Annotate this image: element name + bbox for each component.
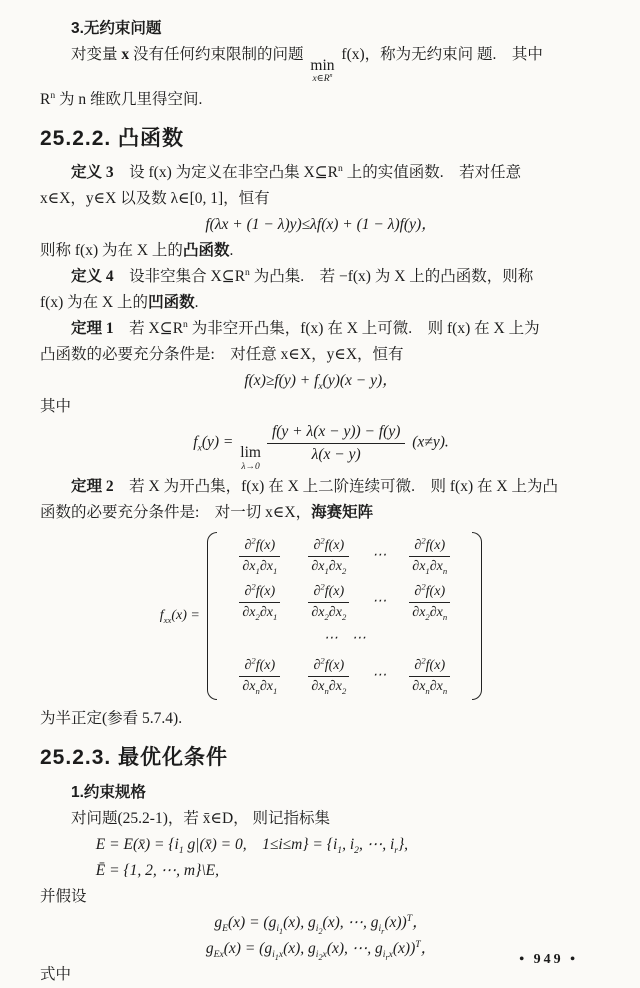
- theorem-2-line-1: 定理 2 若 X 为开凸集，f(x) 在 X 上二阶连续可微. 则 f(x) 在 X 上为凸: [71, 478, 558, 496]
- page-number: • 949 •: [519, 952, 578, 967]
- intro-paragraph-line-1: 对变量 x 没有任何约束限制的问题 min $x\in R^n$ f(x)，称为无约束问 题. 其中: [71, 46, 543, 85]
- directional-derivative-limit-formula: $f_x(y)$ = lim λ→0 $\frac{f(y + \lambda(x - y)) - f(y)}{\lambda(x - y)}$ (x≠y).: [193, 423, 449, 472]
- list-item-1-heading: 1.约束规格: [71, 783, 146, 801]
- intro-paragraph-line-2: $R^n$ 为 n 维欧几里得空间.: [40, 89, 203, 108]
- theorem-1-line-2: 凸函数的必要充分条件是: 对任意 x∈X，y∈X，恒有: [40, 346, 404, 364]
- g-Ex-vector-formula: $g_{Ex}(x) = (g_{i_1x}(x)$, $g_{i_2x}(x)$, ⋯, $g_{i_rx}(x))^T$，: [205, 938, 437, 962]
- theorem-1-line-1: 定理 1 若 $X⊆R^n$ 为非空开凸集，f(x) 在 X 上可微. 则 f(x) 在 X 上为: [71, 318, 540, 338]
- definition-4-line-2: f(x) 为在 X 上的凹函数.: [40, 294, 199, 312]
- section-heading-25-2-3: 25.2.3. 最优化条件: [40, 746, 229, 770]
- bing-jiashe-connector: 并假设: [40, 887, 87, 905]
- constraint-qualification-paragraph: 对问题(25.2-1)，若 x̄∈D， 则记指标集: [71, 809, 331, 827]
- definition-3-line-2: x∈X，y∈X 以及数 λ∈[0, 1]，恒有: [40, 190, 270, 208]
- gradient-inequality-formula: $f(x)\ge f(y) + f_x(y)(x - y)$，: [244, 372, 398, 393]
- definition-3-line-3: 则称 f(x) 为在 X 上的凸函数.: [40, 242, 234, 260]
- list-item-3-heading: 3.无约束问题: [71, 20, 162, 37]
- index-set-E-formula: E = E(x̄) = {$i_1$ g|(x̄) = 0, $1\le i\le m\} = \{i_1$, $i_2$, ⋯, $i_r$},: [95, 835, 409, 856]
- g-E-vector-formula: $g_E(x) = (g_{i_1}(x)$, $g_{i_2}(x)$, ⋯, $g_{i_r}(x))^T$，: [214, 912, 428, 936]
- convexity-inequality-formula: f(λx + (1 − λ)y)≤λf(x) + (1 − λ)f(y)，: [205, 216, 437, 234]
- shizhong-connector: 式中: [40, 965, 72, 983]
- qizhong-connector: 其中: [40, 398, 72, 416]
- definition-4-line-1: 定义 4 设非空集合 $X⊆R^n$ 为凸集. 若 −f(x) 为 X 上的凸函数，则称: [71, 266, 534, 286]
- definition-3-line-1: 定义 3 设 f(x) 为定义在非空凸集 $X⊆R^n$ 上的实值函数. 若对任意: [71, 162, 522, 182]
- section-heading-25-2-2: 25.2.2. 凸函数: [40, 126, 185, 150]
- index-set-E-bar-formula: Ē = {1, 2, ⋯, m}\E,: [95, 861, 219, 879]
- hessian-matrix-formula: $f_{xx}(x)$ = $\frac{\partial^2f(x)}{\partial x_1\partial x_1}$ $\frac{\partial^2f(x)}{\partial x_1\partial x_2}$ ⋯ $\frac{\partial^2f(x)}{\partial x_1\partial x_n}$ $\frac{\partial^2f(x)}{\partial x_2\partial x_1}$ $\frac{\partial^2f(x)}{\partial x_2\partial x_2}$ ⋯ $\frac{\partial^2f(x)}{\partial x_2\partial x_n}$ ⋯ ⋯ $\frac{\partial^2f(x)}{\partial x_n\partial x_1}$ $\frac{\partial^2f(x)}{\partial x_n\partial x_2}$ ⋯ $\frac{\partial^2f(x)}{\partial x_n\partial x_n}$: [40, 530, 602, 702]
- theorem-2-line-2: 函数的必要充分条件是: 对一切 x∈X，海赛矩阵: [40, 504, 374, 522]
- positive-semidefinite-note: 为半正定(参看 5.7.4).: [40, 710, 183, 728]
